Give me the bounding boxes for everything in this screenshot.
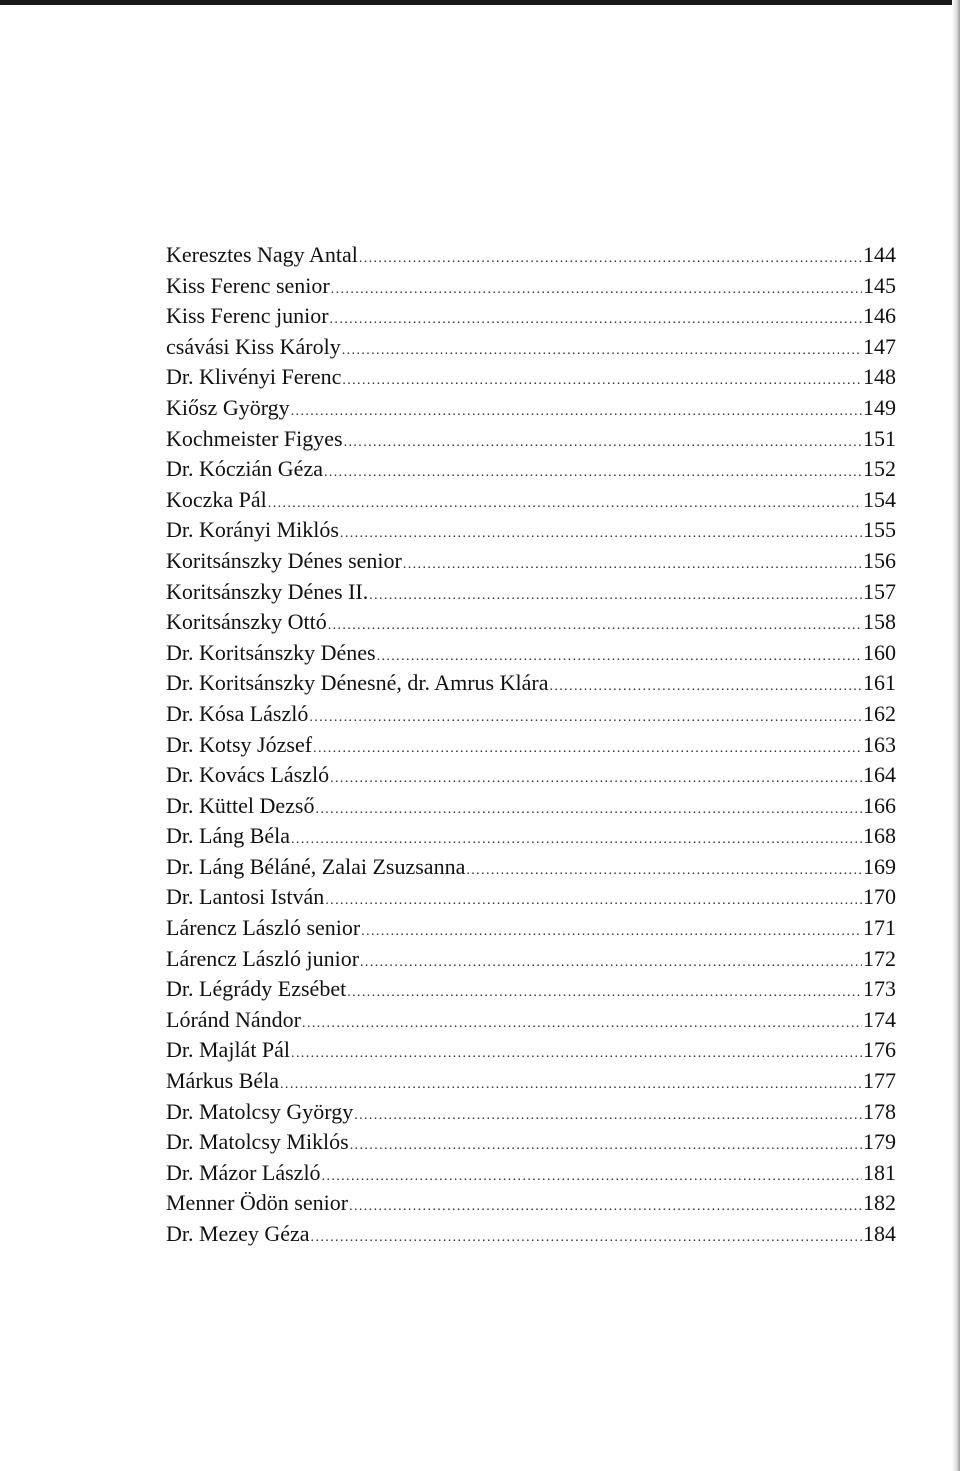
toc-entry-page-number: 177: [863, 1068, 896, 1094]
toc-entry-name: Kochmeister Figyes: [166, 425, 343, 451]
toc-entry: [166, 1097, 896, 1128]
toc-entry: [166, 1005, 896, 1036]
toc-entry-page-number: 176: [863, 1037, 896, 1063]
toc-entry: [166, 1035, 896, 1066]
toc-entry-name: Koczka Pál: [166, 486, 267, 512]
dot-leader: [342, 336, 862, 367]
toc-entry-name: Keresztes Nagy Antal: [166, 242, 358, 267]
toc-entry: [166, 944, 896, 975]
dot-leader: [403, 550, 862, 581]
toc-entry-name: Dr. Légrády Ezsébet: [166, 976, 347, 1002]
toc-entry-name: Lóránd Nándor: [166, 1006, 302, 1032]
table-of-contents: [166, 240, 896, 1250]
toc-entry-name: Koritsánszky Ottó: [166, 609, 327, 635]
toc-entry: [166, 913, 896, 944]
toc-entry: [166, 362, 896, 393]
toc-entry: [166, 515, 896, 546]
toc-entry-page-number: 181: [863, 1159, 896, 1185]
toc-entry-page-number: 156: [863, 547, 896, 573]
dot-leader: [354, 1101, 862, 1132]
toc-entry-name: Dr. Mázor László: [166, 1159, 321, 1185]
toc-entry-name: Dr. Koritsánszky Dénesné, dr. Amrus Klára: [166, 670, 549, 696]
dot-leader: [549, 672, 862, 703]
toc-entry-page-number: 163: [863, 731, 896, 757]
toc-entry-page-number: 174: [863, 1006, 896, 1032]
toc-entry-page-number: 145: [863, 272, 896, 298]
toc-entry-name: csávási Kiss Károly: [166, 333, 341, 359]
dot-leader: [330, 764, 862, 795]
toc-entry: [166, 607, 896, 638]
toc-entry-name: Dr. Kósa László: [166, 700, 309, 726]
dot-leader: [349, 1192, 862, 1223]
dot-leader: [347, 978, 862, 1009]
toc-entry: [166, 668, 896, 699]
dot-leader: [313, 734, 862, 765]
toc-entry-page-number: 152: [863, 456, 896, 482]
toc-entry: [166, 821, 896, 852]
dot-leader: [268, 489, 862, 520]
dot-leader: [291, 1039, 862, 1070]
toc-entry-name: Dr. Lantosi István: [166, 884, 325, 910]
toc-entry-page-number: 154: [863, 486, 896, 512]
dot-leader: [315, 795, 862, 826]
dot-leader: [466, 856, 862, 887]
dot-leader: [369, 581, 862, 612]
toc-entry: [166, 1219, 896, 1250]
toc-entry-page-number: 179: [863, 1129, 896, 1155]
toc-entry-page-number: 160: [863, 639, 896, 665]
toc-entry-page-number: 166: [863, 792, 896, 818]
toc-entry-page-number: 172: [863, 945, 896, 971]
toc-entry-page-number: 178: [863, 1098, 896, 1124]
toc-entry-name: Kiss Ferenc junior: [166, 303, 329, 329]
page-top-edge: [0, 0, 960, 5]
toc-entry-name: Lárencz László senior: [166, 915, 361, 941]
toc-entry: [166, 332, 896, 363]
toc-entry-name: Dr. Klivényi Ferenc: [166, 364, 342, 390]
dot-leader: [359, 244, 862, 275]
toc-entry: [166, 546, 896, 577]
toc-entry-name: Dr. Láng Béláné, Zalai Zsuzsanna: [166, 853, 466, 879]
toc-entry: [166, 1188, 896, 1219]
toc-entry-name: Lárencz László junior: [166, 945, 360, 971]
toc-entry-name: Kiősz György: [166, 394, 290, 420]
toc-entry-page-number: 157: [863, 578, 896, 604]
toc-entry: [166, 699, 896, 730]
toc-entry-name: Dr. Matolcsy Miklós: [166, 1129, 349, 1155]
toc-entry-page-number: 158: [863, 609, 896, 635]
toc-entry: [166, 1066, 896, 1097]
dot-leader: [291, 397, 862, 428]
dot-leader: [328, 611, 862, 642]
toc-entry: [166, 271, 896, 302]
toc-entry: [166, 393, 896, 424]
toc-entry: [166, 882, 896, 913]
toc-entry: [166, 424, 896, 455]
toc-entry: [166, 760, 896, 791]
toc-entry: [166, 240, 896, 271]
dot-leader: [344, 428, 862, 459]
toc-entry: [166, 454, 896, 485]
toc-entry-name: Dr. Koritsánszky Dénes: [166, 639, 376, 665]
toc-entry-page-number: 155: [863, 517, 896, 543]
toc-entry-page-number: 169: [863, 853, 896, 879]
toc-entry: [166, 852, 896, 883]
toc-entry-name: Koritsánszky Dénes senior: [166, 547, 402, 573]
toc-entry-name: Koritsánszky Dénes II.: [166, 578, 369, 604]
dot-leader: [280, 1070, 862, 1101]
dot-leader: [309, 703, 862, 734]
dot-leader: [325, 886, 862, 917]
toc-entry-page-number: 149: [863, 394, 896, 420]
toc-entry-page-number: 147: [863, 333, 896, 359]
dot-leader: [331, 275, 862, 306]
toc-entry-page-number: 148: [863, 364, 896, 390]
toc-entry-name: Dr. Majlát Pál: [166, 1037, 291, 1063]
toc-entry-name: Márkus Béla: [166, 1068, 280, 1094]
dot-leader: [330, 305, 862, 336]
toc-entry-page-number: 151: [863, 425, 896, 451]
dot-leader: [360, 948, 862, 979]
dot-leader: [302, 1009, 862, 1040]
toc-entry-name: Dr. Kóczián Géza: [166, 456, 323, 482]
toc-entry-page-number: 170: [863, 884, 896, 910]
dot-leader: [322, 1162, 862, 1193]
toc-entry-name: Dr. Küttel Dezső: [166, 792, 315, 818]
toc-entry-page-number: 161: [863, 670, 896, 696]
toc-entry-page-number: 144: [863, 242, 896, 267]
toc-entry-name: Dr. Mezey Géza: [166, 1221, 310, 1246]
toc-entry-page-number: 182: [863, 1190, 896, 1216]
toc-entry-name: Dr. Láng Béla: [166, 823, 291, 849]
toc-entry-page-number: 184: [863, 1221, 896, 1246]
toc-entry-page-number: 173: [863, 976, 896, 1002]
toc-entry: [166, 638, 896, 669]
dot-leader: [311, 1223, 862, 1254]
page-right-edge: [952, 0, 960, 1471]
toc-entry: [166, 485, 896, 516]
dot-leader: [342, 366, 862, 397]
toc-entry-page-number: 162: [863, 700, 896, 726]
toc-entry-page-number: 146: [863, 303, 896, 329]
dot-leader: [340, 519, 862, 550]
toc-entry-name: Dr. Korányi Miklós: [166, 517, 339, 543]
toc-entry: [166, 730, 896, 761]
toc-entry-name: Menner Ödön senior: [166, 1190, 349, 1216]
toc-entry-page-number: 164: [863, 762, 896, 788]
toc-entry-page-number: 171: [863, 915, 896, 941]
toc-entry-page-number: 168: [863, 823, 896, 849]
toc-entry-name: Kiss Ferenc senior: [166, 272, 330, 298]
dot-leader: [324, 458, 862, 489]
dot-leader: [350, 1131, 862, 1162]
dot-leader: [361, 917, 862, 948]
toc-entry-name: Dr. Kotsy József: [166, 731, 313, 757]
toc-entry: [166, 791, 896, 822]
toc-entry: [166, 974, 896, 1005]
toc-entry-name: Dr. Kovács László: [166, 762, 330, 788]
toc-entry-name: Dr. Matolcsy György: [166, 1098, 354, 1124]
toc-entry: [166, 1127, 896, 1158]
toc-entry: [166, 577, 896, 608]
toc-entry: [166, 1158, 896, 1189]
toc-entry: [166, 301, 896, 332]
